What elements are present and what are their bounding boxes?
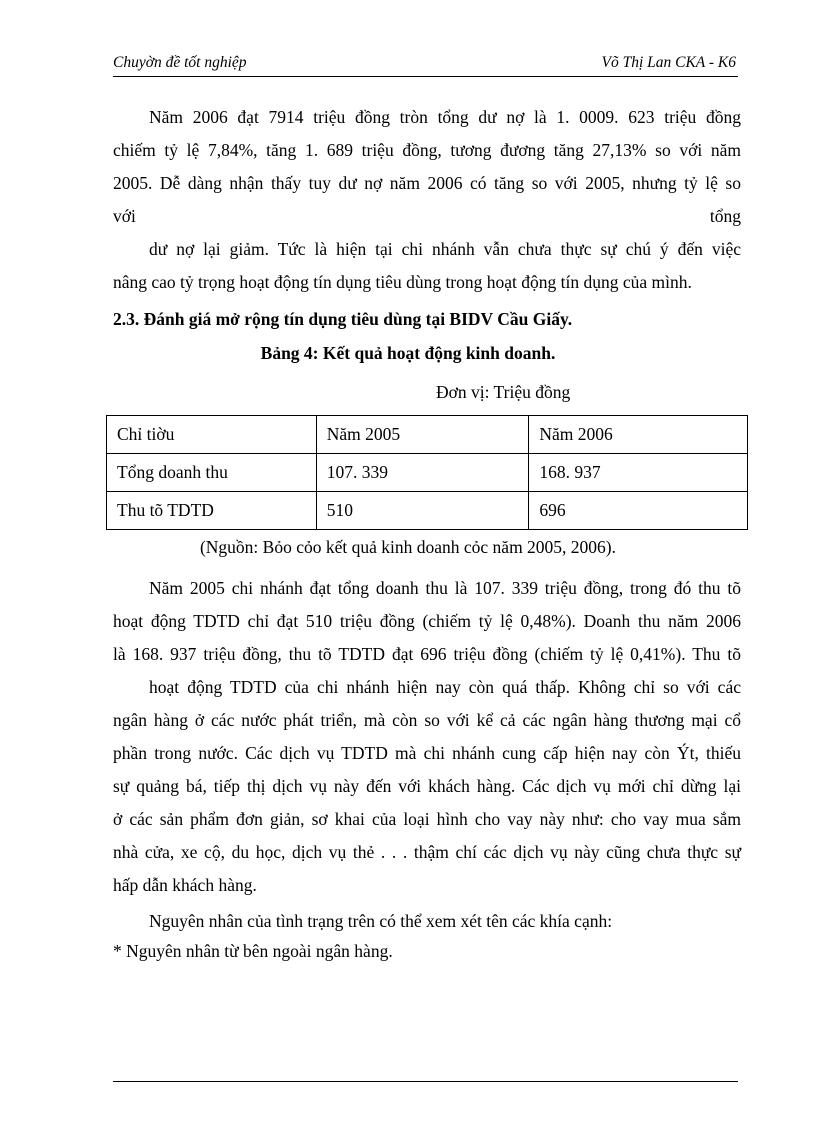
text-line: ở các sản phẩm đơn giản, sơ khai của loại hình cho vay này như: cho vay mua sắm — [113, 809, 741, 829]
header-left: Chuyờn đề tốt nghiệp — [113, 54, 247, 71]
text-line: Năm 2005 chi nhánh đạt tổng doanh thu là 107. 339 triệu đồng, trong đó thu tõ — [149, 578, 741, 598]
text-word: với — [113, 206, 136, 226]
table-cell: Tổng doanh thu — [107, 454, 317, 492]
table-header-cell: Năm 2006 — [529, 416, 748, 454]
header-right: Võ Thị Lan CKA - K6 — [601, 54, 736, 71]
table-caption: Bảng 4: Kết quả hoạt động kinh doanh. — [260, 343, 556, 363]
text-line: là 168. 937 triệu đồng, thu tõ TDTD đạt 696 triệu đồng (chiếm tỷ lệ 0,41%). Thu tõ — [113, 644, 741, 664]
table-unit: Đơn vị: Triệu đồng — [436, 382, 571, 402]
table-header-cell: Chỉ tiờu — [107, 416, 317, 454]
table-cell: 696 — [529, 492, 748, 530]
text-line: 2005. Dễ dàng nhận thấy tuy dư nợ năm 2006 có tăng so với 2005, nhưng tỷ lệ so — [113, 173, 741, 193]
text-line: chiếm tỷ lệ 7,84%, tăng 1. 689 triệu đồng, tương đương tăng 27,13% so với năm — [113, 140, 741, 160]
text-word: tổng — [709, 206, 741, 226]
table-header-cell: Năm 2005 — [316, 416, 529, 454]
text-line: dư nợ lại giảm. Tức là hiện tại chi nhánh vẫn chưa thực sự chú ý đến việc — [149, 239, 741, 259]
footer-divider — [113, 1081, 738, 1082]
text-line: hoạt động TDTD chỉ đạt 510 triệu đồng (chiếm tỷ lệ 0,48%). Doanh thu năm 2006 — [113, 611, 741, 631]
table-cell: 107. 339 — [316, 454, 529, 492]
section-heading: 2.3. Đánh giá mở rộng tín dụng tiêu dùng tại BIDV Cầu Giấy. — [113, 309, 573, 329]
text-line: Nguyên nhân của tình trạng trên có thể xem xét tên các khía cạnh: — [149, 911, 613, 931]
text-line: nhà cửa, xe cộ, du học, dịch vụ thẻ . . . thậm chí các dịch vụ này cũng chưa thực sự — [113, 842, 741, 862]
paragraph-1 — [113, 101, 741, 299]
text-line: hấp dẫn khách hàng. — [113, 875, 257, 895]
table-cell: 510 — [316, 492, 529, 530]
table-cell: Thu tõ TDTD — [107, 492, 317, 530]
text-line: sự quảng bá, tiếp thị dịch vụ này đến với khách hàng. Các dịch vụ mới chỉ dừng lại — [113, 776, 741, 796]
results-table — [106, 415, 748, 530]
text-line — [113, 200, 741, 233]
table-cell: 168. 937 — [529, 454, 748, 492]
text-line: phần trong nước. Các dịch vụ TDTD mà chi nhánh cung cấp hiện nay còn Ýt, thiếu — [113, 743, 741, 763]
bullet-point: * Nguyên nhân từ bên ngoài ngân hàng. — [113, 941, 393, 961]
table-row — [107, 492, 748, 530]
paragraph-3 — [113, 905, 741, 938]
table-header-row — [107, 416, 748, 454]
text-line: nâng cao tỷ trọng hoạt động tín dụng tiêu dùng trong hoạt động tín dụng của mình. — [113, 272, 692, 292]
paragraph-2 — [113, 572, 741, 902]
text-line: Năm 2006 đạt 7914 triệu đồng tròn tổng dư nợ là 1. 0009. 623 triệu đồng — [149, 107, 741, 127]
table-source: (Nguồn: Bỏo cỏo kết quả kinh doanh cỏc năm 2005, 2006). — [199, 537, 617, 557]
text-line: hoạt động TDTD của chi nhánh hiện nay còn quá thấp. Không chỉ so với các — [149, 677, 741, 697]
table-row — [107, 454, 748, 492]
text-line: ngân hàng ở các nước phát triển, mà còn so với kể cả các ngân hàng thương mại cổ — [113, 710, 741, 730]
page-header — [113, 52, 738, 77]
